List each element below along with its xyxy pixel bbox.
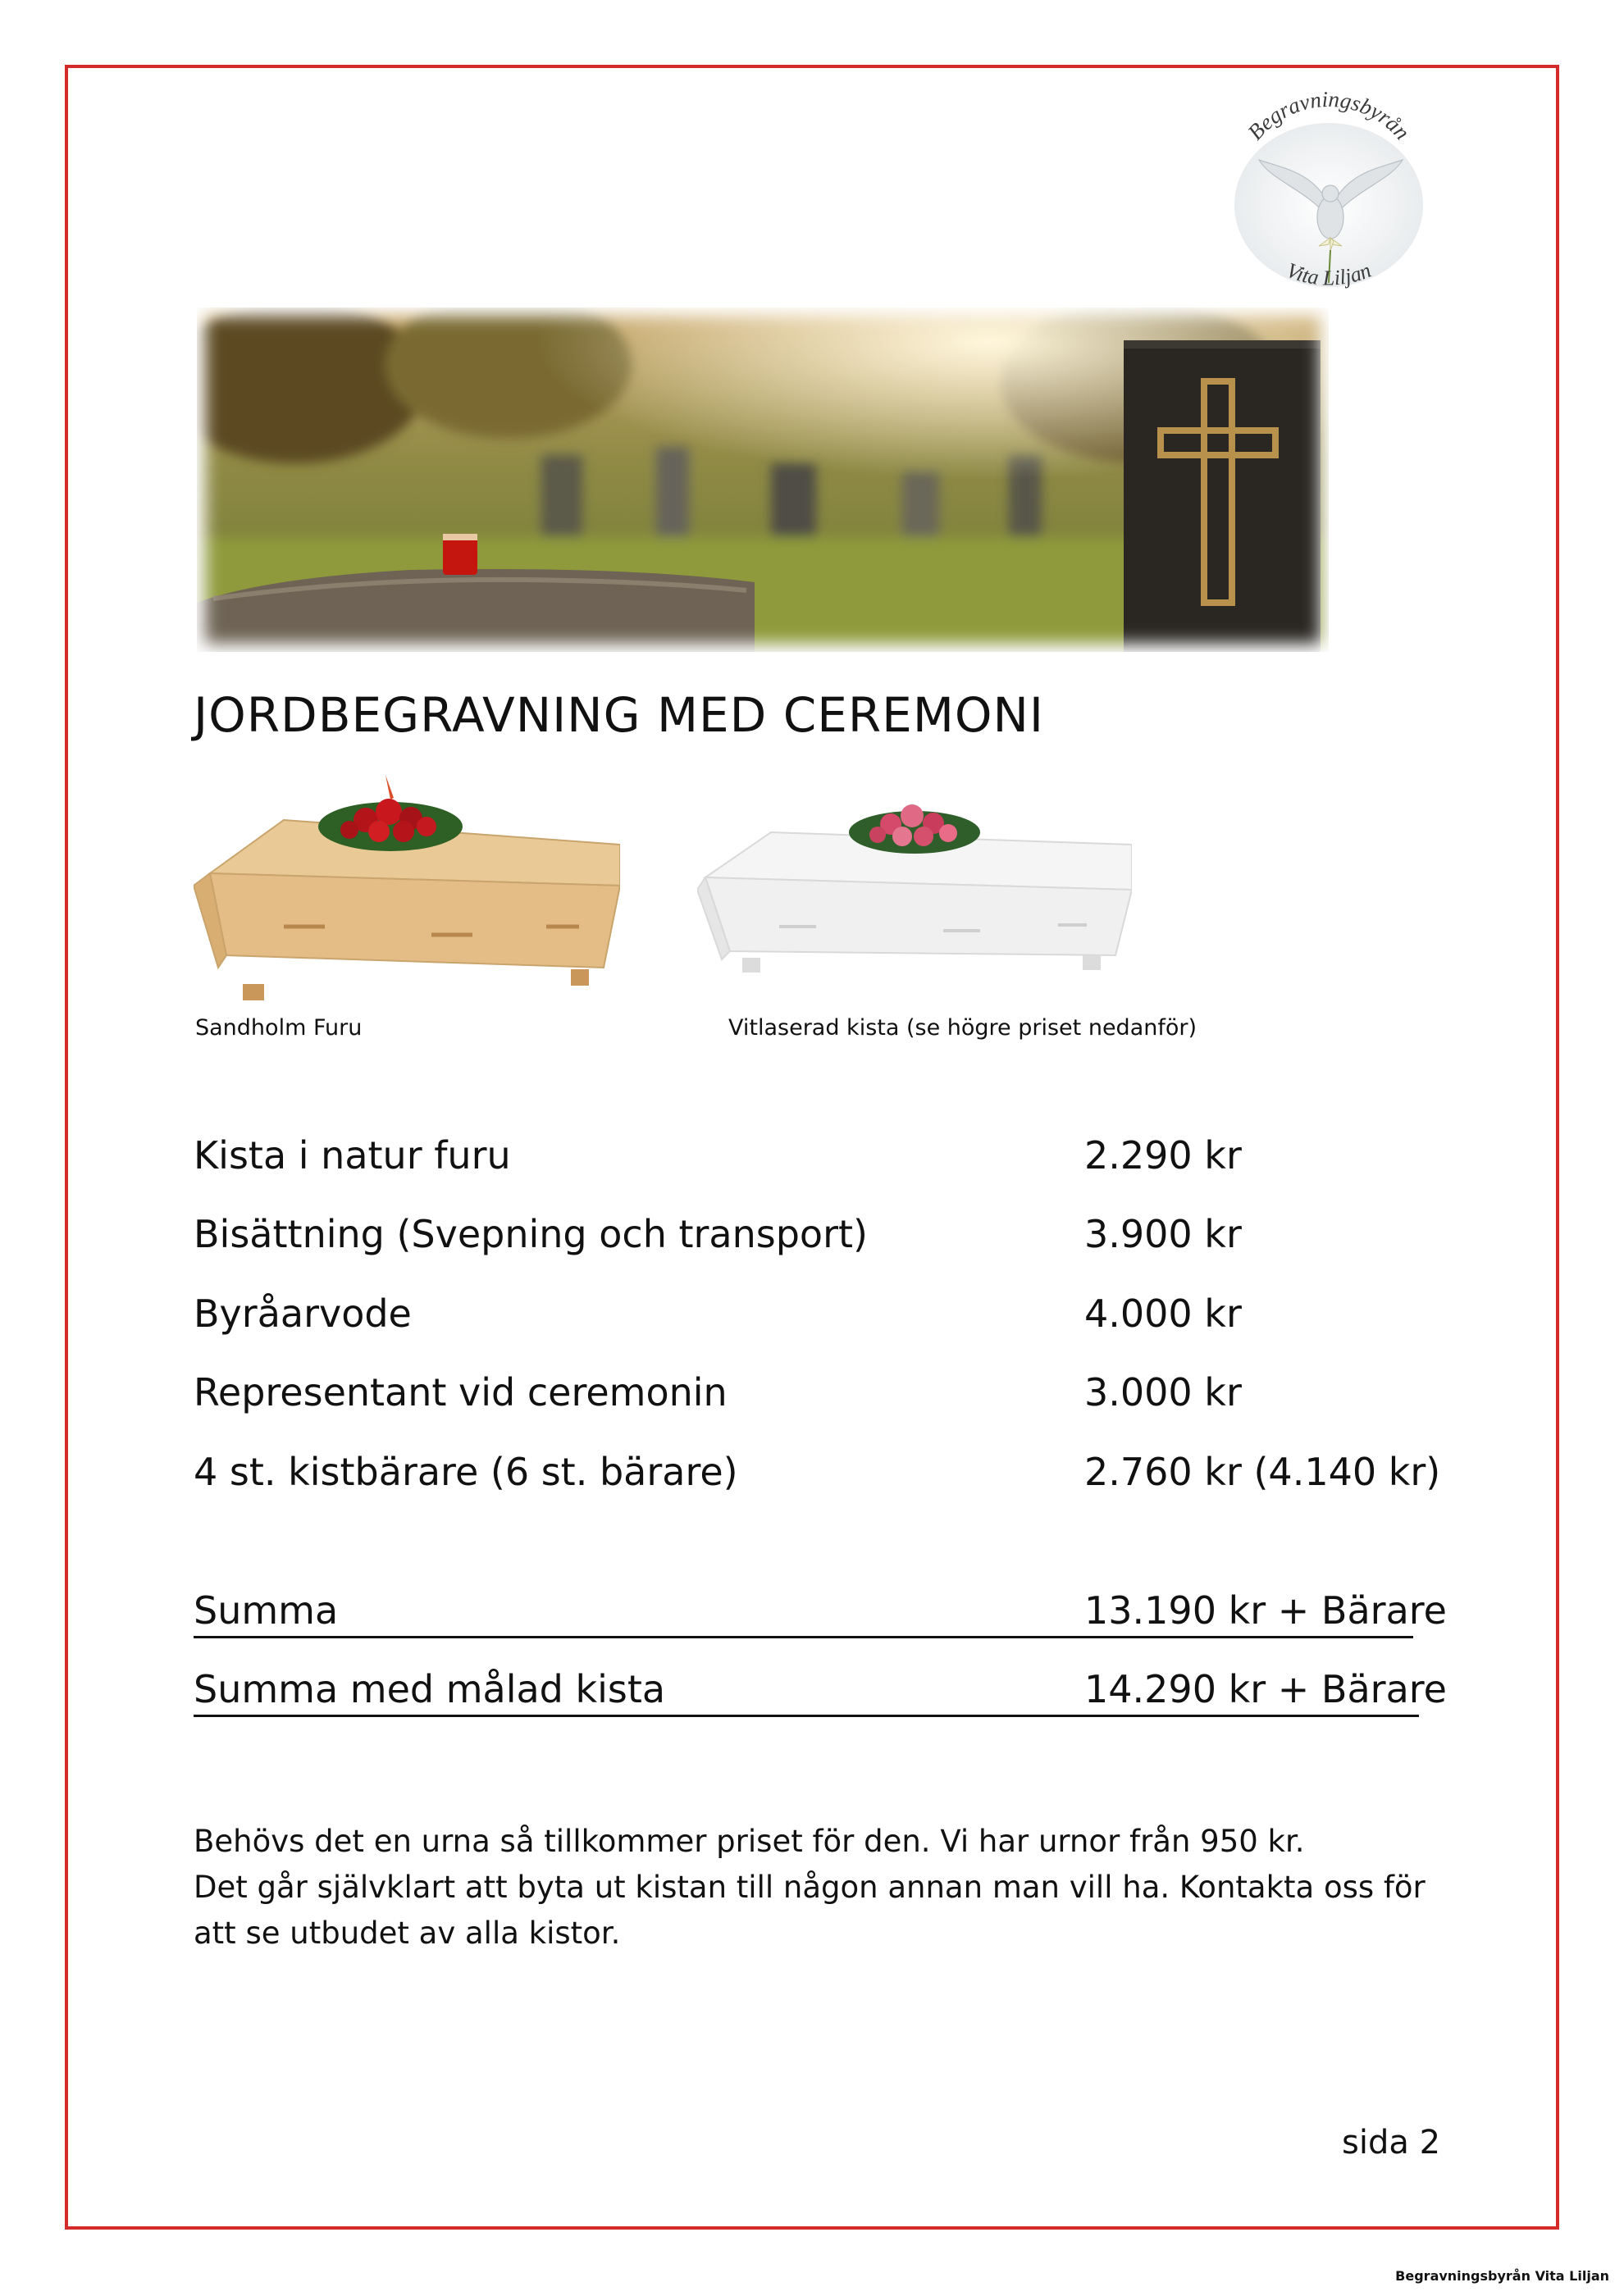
price-label: Kista i natur furu <box>194 1133 511 1178</box>
sum-label: Summa med målad kista <box>194 1667 666 1711</box>
white-coffin-image <box>697 787 1132 976</box>
price-row <box>194 1212 1424 1261</box>
sum-underline <box>194 1715 1419 1717</box>
price-value: 3.900 kr <box>1084 1212 1242 1256</box>
price-value: 2.290 kr <box>1084 1133 1242 1178</box>
coffin-caption-pine: Sandholm Furu <box>195 1015 363 1041</box>
price-value: 2.760 kr (4.140 kr) <box>1084 1450 1441 1494</box>
urn-note: Behövs det en urna så tillkommer priset för den. Vi har urnor från 950 kr. <box>194 1824 1305 1859</box>
logo-text-top: Begravningsbyrån <box>1243 86 1415 145</box>
price-label: Bisättning (Svepning och transport) <box>194 1212 868 1256</box>
sum-row <box>194 1667 1447 1718</box>
price-label: Byråarvode <box>194 1292 412 1336</box>
sum-value: 13.190 kr + Bärare <box>1084 1588 1447 1633</box>
sum-underline <box>194 1636 1413 1638</box>
sum-value: 14.290 kr + Bärare <box>1084 1667 1447 1711</box>
sum-row <box>194 1588 1447 1639</box>
page-title: JORDBEGRAVNING MED CEREMONI <box>194 687 1045 743</box>
price-value: 3.000 kr <box>1084 1370 1242 1414</box>
price-row <box>194 1370 1424 1419</box>
logo-text-bottom: Vita Liljan <box>1283 257 1375 290</box>
price-row <box>194 1292 1424 1341</box>
price-row <box>194 1450 1441 1499</box>
price-label: Representant vid ceremonin <box>194 1370 728 1414</box>
footer-company-name: Begravningsbyrån Vita Liljan <box>1395 2268 1609 2284</box>
pine-coffin-image <box>194 763 620 1000</box>
company-logo <box>1214 82 1444 312</box>
cemetery-hero-image <box>197 308 1329 652</box>
price-row <box>194 1133 1424 1182</box>
coffin-change-note: Det går självklart att byta ut kistan till någon annan man vill ha. Kontakta oss för att se utbudet av alla kistor. <box>194 1870 1426 1951</box>
coffin-caption-white: Vitlaserad kista (se högre priset nedanför) <box>728 1015 1197 1041</box>
sum-label: Summa <box>194 1588 339 1633</box>
page-number: sida 2 <box>1342 2124 1441 2162</box>
price-value: 4.000 kr <box>1084 1292 1242 1336</box>
price-label: 4 st. kistbärare (6 st. bärare) <box>194 1450 738 1494</box>
